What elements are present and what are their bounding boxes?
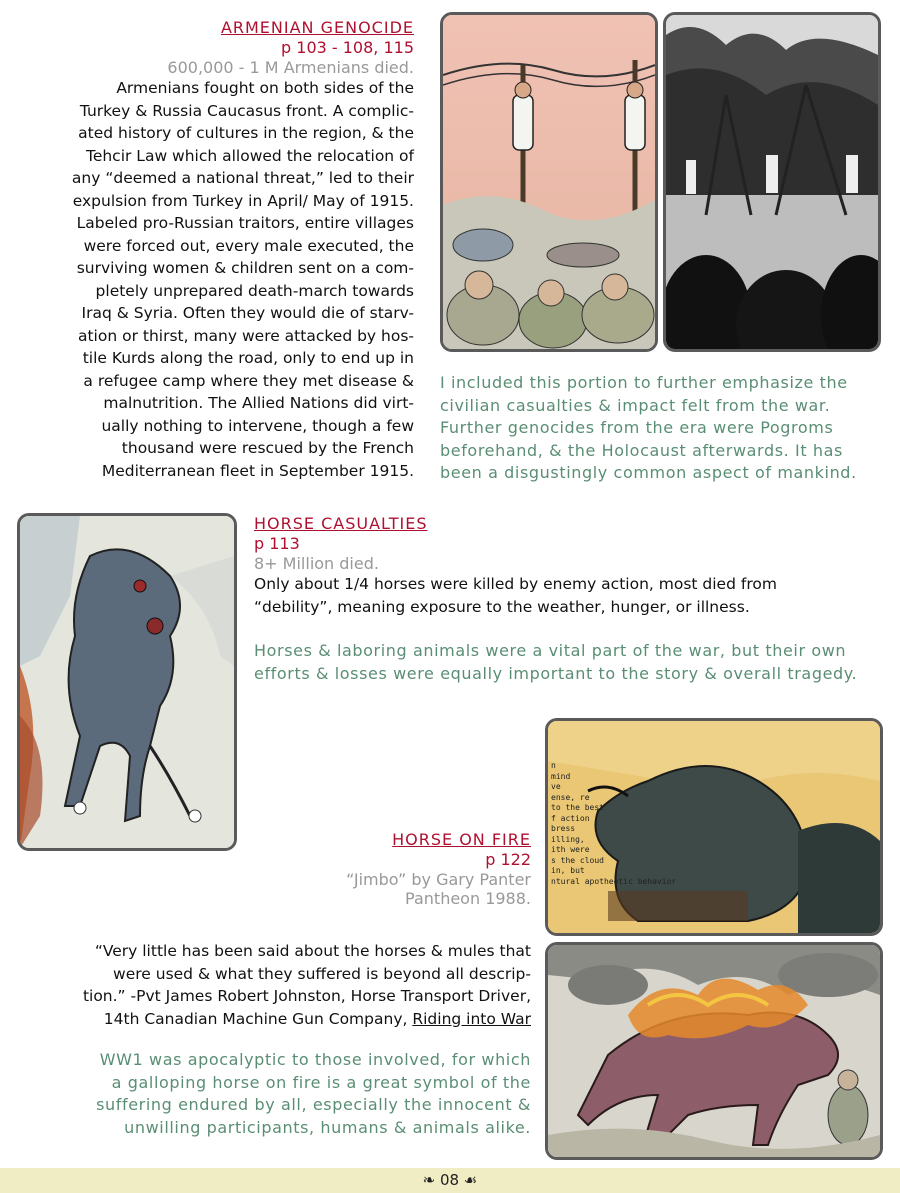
- horse-casualties-note: [254, 640, 894, 685]
- armenian-line: Armenians fought on both sides of the: [116, 79, 414, 97]
- horse-casualty-illustration: [20, 516, 234, 848]
- page-number: [0, 1171, 900, 1189]
- horse-fire-section: [300, 830, 531, 908]
- armenian-line: expulsion from Turkey in April/ May of 1915.: [72, 191, 414, 210]
- quote-line: tion.” -Pvt James Robert Johnston, Horse Transport Driver,: [82, 987, 531, 1005]
- horse-casualties-line: “debility”, meaning exposure to the weather, hunger, or illness.: [254, 597, 750, 616]
- armenian-line: Labeled pro-Russian traitors, entire villages: [76, 214, 414, 232]
- horse-casualties-pages: p 113: [254, 534, 300, 553]
- page-number-text: 08: [440, 1171, 460, 1189]
- footer-bar: [0, 1168, 900, 1193]
- armenian-line: Tehcir Law which allowed the relocation of: [85, 146, 414, 165]
- horse-casualties-body: [254, 573, 894, 618]
- armenian-note-line: been a disgustingly common aspect of mankind.: [440, 463, 857, 482]
- horse-fire-note-line: WW1 was apocalyptic to those involved, for which: [99, 1050, 531, 1069]
- armenian-line: thousand were rescued by the French: [121, 439, 414, 457]
- armenian-note-line: beforehand, & the Holocaust afterwards. It has: [440, 440, 843, 460]
- horse-fire-pages: p 122: [485, 850, 531, 869]
- horse-fire-credit: “Jimbo” by Gary Panter: [346, 870, 531, 889]
- horse-casualties-note-line: Horses & laboring animals were a vital part of the war, but their own: [254, 641, 847, 660]
- horse-casualties-stat: 8+ Million died.: [254, 554, 379, 573]
- horse-casualties-note-line: efforts & losses were equally important to the story & overall tragedy.: [254, 663, 858, 683]
- jimbo-panel: [545, 718, 883, 936]
- right-flourish-icon: ☙: [463, 1171, 478, 1189]
- horse-fire-note-line: suffering endured by all, especially the innocent &: [96, 1095, 531, 1114]
- armenian-line: a refugee camp where they met disease &: [83, 371, 414, 390]
- armenian-line: malnutrition. The Allied Nations did virt-: [103, 394, 414, 412]
- horse-fire-note-line: unwilling participants, humans & animals alike.: [124, 1117, 531, 1137]
- armenian-line: any “deemed a national threat,” led to their: [71, 169, 414, 187]
- hanging-photo-illustration: [666, 15, 878, 349]
- horse-casualties-section: [254, 514, 894, 685]
- armenian-photo-panel: [663, 12, 881, 352]
- horse-fire-publisher: Pantheon 1988.: [405, 889, 531, 908]
- armenian-line: tile Kurds along the road, only to end up in: [82, 349, 414, 367]
- quote-line: were used & what they suffered is beyond all descrip-: [113, 964, 531, 983]
- burning-horse-panel: [545, 942, 883, 1160]
- armenian-note-line: I included this portion to further emphasize the: [440, 373, 848, 392]
- armenian-body: [10, 77, 414, 482]
- armenian-note-line: Further genocides from the era were Pogroms: [440, 418, 834, 437]
- quote-last-text: 14th Canadian Machine Gun Company,: [103, 1009, 408, 1028]
- armenian-heading: ARMENIAN GENOCIDE: [220, 18, 414, 37]
- armenian-line: Iraq & Syria. Often they would die of starv-: [81, 304, 414, 322]
- armenian-line: ually nothing to intervene, though a few: [101, 416, 414, 435]
- horse-casualties-line: Only about 1/4 horses were killed by enemy action, most died from: [254, 575, 777, 593]
- horse-fire-note-line: a galloping horse on fire is a great symbol of the: [111, 1072, 531, 1092]
- armenian-line: pletely unprepared death-march towards: [95, 281, 414, 300]
- armenian-line: ated history of cultures in the region, & the: [78, 124, 414, 142]
- horse-casualties-heading: HORSE CASUALTIES: [254, 514, 428, 533]
- armenian-line: surviving women & children sent on a com-: [76, 259, 414, 277]
- horse-fire-heading: HORSE ON FIRE: [392, 830, 531, 849]
- left-flourish-icon: ❧: [422, 1171, 436, 1189]
- horse-fire-note: [10, 1049, 531, 1139]
- armenian-line: ation or thirst, many were attacked by hos-: [77, 326, 414, 345]
- burning-horse-illustration: [548, 945, 880, 1157]
- horse-casualty-panel: [17, 513, 237, 851]
- armenian-pages: p 103 - 108, 115: [281, 38, 414, 57]
- armenian-note: [440, 372, 895, 485]
- quote-line-last: [10, 1008, 531, 1031]
- armenian-stat: 600,000 - 1 M Armenians died.: [167, 58, 414, 77]
- armenian-line: were forced out, every male executed, the: [83, 236, 414, 255]
- armenian-note-line: civilian casualties & impact felt from the war.: [440, 395, 831, 415]
- horse-fire-quote: [10, 940, 531, 1030]
- armenian-line: Turkey & Russia Caucasus front. A complic-: [79, 101, 414, 120]
- armenian-line: Mediterranean fleet in September 1915.: [101, 461, 414, 480]
- quote-line: “Very little has been said about the horses & mules that: [94, 942, 531, 960]
- armenian-comic-panel: [440, 12, 658, 352]
- armenian-section: [10, 18, 414, 482]
- hanging-comic-illustration: [443, 15, 655, 349]
- book-title: Riding into War: [412, 1009, 531, 1028]
- jimbo-panel-text: n mind ve ense, re to the best f action bress illing, ith were s the cloud in, but ntural apotheotic behavior: [551, 761, 677, 886]
